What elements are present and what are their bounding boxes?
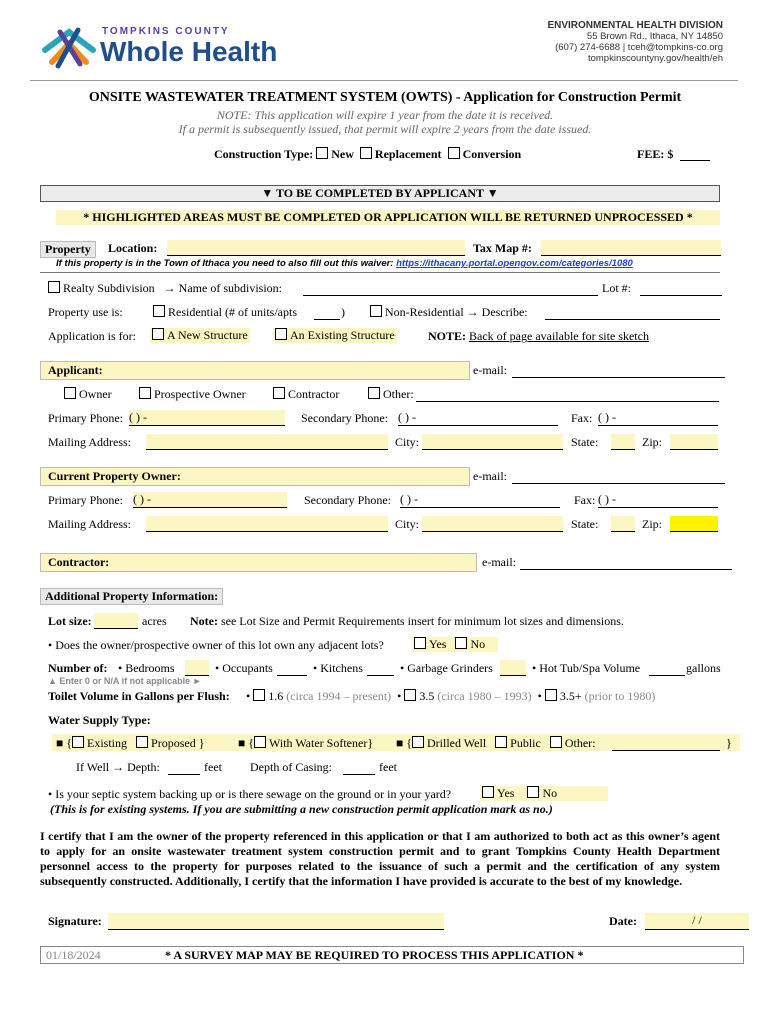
water-proposed-checkbox[interactable] [136,736,148,748]
applicant-contractor-label: Contractor [288,387,340,401]
bedrooms-label: • Bedrooms [118,661,175,675]
septic-answers [480,786,608,801]
water-softener-label: With Water Softener} [269,736,374,750]
applicant-email-field[interactable] [512,377,725,378]
applicant-section: Applicant: [48,363,103,377]
owner-zip-field[interactable] [670,516,718,532]
location-label: Location: [108,241,158,255]
water-other-checkbox[interactable] [550,736,562,748]
well-depth-field[interactable] [168,774,200,775]
taxmap-field[interactable] [541,240,721,256]
describe-field[interactable] [545,319,720,320]
owner-secondary-label: Secondary Phone: [304,493,391,507]
water-softener-checkbox[interactable] [254,736,266,748]
bedrooms-field[interactable] [185,660,209,676]
toilet-options: • 1.6 (circa 1994 – present) • 3.5 (circa 1980 – 1993) • 3.5+ (prior to 1980) [246,689,656,703]
septic-yes-checkbox[interactable] [482,786,494,798]
applicant-prospective-label: Prospective Owner [154,387,246,401]
applicant-secondary-field[interactable]: ( ) - [398,410,558,426]
adjacent-yes-label: Yes [429,637,447,651]
grinders-field[interactable] [500,660,526,676]
taxmap-label: Tax Map #: [473,241,532,255]
contractor-section: Contractor: [48,555,110,569]
applicant-name-field[interactable] [40,361,470,380]
use-label: Property use is: [48,305,123,319]
toilet-35plus-label: 3.5+ [559,689,582,703]
owner-fax-label: Fax: [574,493,596,507]
subdivision-label: → Name of subdivision: [163,281,282,295]
applicant-other-label: Other: [383,387,414,401]
owner-primary-label: Primary Phone: [48,493,123,507]
water-supply-label: Water Supply Type: [48,713,151,727]
public-label: Public [510,736,541,750]
toilet-16-note: (circa 1994 – present) [286,689,392,703]
construction-type [214,147,521,162]
construction-type-label: Construction Type: [214,147,314,161]
water-existing-checkbox[interactable] [72,736,84,748]
header-divider [30,80,738,81]
lot-label: Lot #: [602,281,631,295]
sketch-note-text: Back of page available for site sketch [469,329,649,343]
fee-label: FEE: $ [637,147,674,161]
contractor-email-label: e-mail: [482,555,516,569]
new-structure-option[interactable] [150,328,250,343]
applicant-type-row [64,387,112,402]
applicant-email-label: e-mail: [473,363,507,377]
construction-replacement-checkbox[interactable] [360,147,372,159]
adjacent-answers [412,637,498,652]
owner-email-field[interactable] [512,483,725,484]
well-depth-label: If Well → Depth: [76,760,160,774]
fee-field[interactable] [680,160,710,161]
construction-new-label: New [331,147,354,161]
grinders-label: • Garbage Grinders [400,661,493,675]
division-website: tompkinscountyny.gov/health/eh [587,53,723,64]
applicant-primary-label: Primary Phone: [48,411,123,425]
drilled-well-checkbox[interactable] [412,736,424,748]
expire-note-2: If a permit is subsequently issued, that permit will expire 2 years from the date issued. [178,122,592,136]
residential-label: Residential (# of units/apts [168,305,297,319]
date-label: Date: [609,914,637,928]
construction-new-checkbox[interactable] [316,147,328,159]
waiver-notice [56,258,633,269]
nonres-row [370,305,528,320]
logo-name: Whole Health [100,36,278,67]
casing-field[interactable] [343,774,375,775]
signature-label: Signature: [48,914,102,928]
waiver-link[interactable]: https://ithacany.portal.opengov.com/categories/1080 [396,258,633,269]
new-structure-checkbox[interactable] [152,328,164,340]
applicant-mailing-label: Mailing Address: [48,435,131,449]
applicant-owner-checkbox[interactable] [64,387,76,399]
owner-email-label: e-mail: [473,469,507,483]
units-field[interactable] [314,319,340,320]
public-checkbox[interactable] [495,736,507,748]
toilet-label: Toilet Volume in Gallons per Flush: [48,689,230,703]
applicant-fax-label: Fax: [571,411,593,425]
kitchens-field[interactable] [367,675,394,676]
number-of-label: Number of: [48,661,108,675]
realty-label: Realty Subdivision [63,281,155,295]
owner-state-label: State: [571,517,599,531]
prospective-option [139,387,246,402]
applicant-city-field[interactable] [422,434,563,450]
signature-field[interactable] [108,913,444,930]
hottub-label: • Hot Tub/Spa Volume [532,661,641,675]
residential-close: ) [341,305,345,319]
toilet-35plus-checkbox[interactable] [545,689,557,701]
septic-no-checkbox[interactable] [527,786,539,798]
enter-hint: ▲ Enter 0 or N/A if not applicable ► [48,676,202,686]
lot-size-label: Lot size: [48,614,92,628]
waiver-underline [40,272,720,273]
expire-note-1: NOTE: This application will expire 1 year from the date it is received. [216,108,554,122]
owner-fax-field[interactable]: ( ) - [598,492,718,508]
applicant-other-field[interactable] [416,401,719,402]
lot-field[interactable] [640,295,722,296]
location-field[interactable] [167,240,465,256]
toilet-16-label: 1.6 [268,689,284,703]
applicant-state-label: State: [571,435,599,449]
kitchens-label: • Kitchens [313,661,363,675]
source-group: ■ { Drilled Well Public Other: [396,736,596,750]
septic-note: (This is for existing systems. If you are submitting a new construction permit application mark as no.) [50,802,553,816]
toilet-35plus-note: (prior to 1980) [584,689,656,703]
existing-structure-option[interactable] [273,328,397,343]
construction-replacement-label: Replacement [374,147,442,161]
nonres-label: Non-Residential → Describe: [385,305,528,319]
softener-group: ■ { With Water Softener} [238,736,374,750]
acres-label: acres [142,614,167,628]
contractor-option [273,387,339,402]
construction-conversion-checkbox[interactable] [448,147,460,159]
sketch-note [428,329,649,344]
gallons-label: gallons [686,661,721,675]
lot-note-text: see Lot Size and Permit Requirements insert for minimum lot sizes and dimensions. [220,614,624,628]
toilet-35-checkbox[interactable] [404,689,416,701]
owner-city-label: City: [395,517,420,531]
applicant-banner: ▼ TO BE COMPLETED BY APPLICANT ▼ [40,185,720,202]
owner-secondary-field[interactable]: ( ) - [400,492,560,508]
occupants-field[interactable] [277,675,307,676]
division-address: 55 Brown Rd., Ithaca, NY 14850 [586,31,723,42]
sketch-note-label: NOTE: [428,329,467,343]
applicant-other-checkbox[interactable] [368,387,380,399]
owner-state-field[interactable] [611,516,635,532]
water-close-brace: } [726,736,732,750]
logo-mark-icon [40,22,98,72]
applicant-prospective-checkbox[interactable] [139,387,151,399]
owner-mailing-label: Mailing Address: [48,517,131,531]
septic-yes-label: Yes [497,786,515,800]
occupants-label: • Occupants [215,661,273,675]
applicant-contractor-checkbox[interactable] [273,387,285,399]
adjacent-question: • Does the owner/prospective owner of this lot own any adjacent lots? [48,638,384,652]
casing-feet-label: feet [379,760,397,774]
app-for-label: Application is for: [48,329,136,343]
lot-note-label: Note: [190,614,218,628]
property-section: Property [40,241,96,258]
realty-subdivision-checkbox[interactable] [48,281,60,293]
applicant-secondary-label: Secondary Phone: [301,411,388,425]
owner-primary-field[interactable]: ( ) - [133,492,287,508]
owner-city-field[interactable] [422,516,563,532]
hottub-field[interactable] [649,675,685,676]
toilet-35-note: (circa 1980 – 1993) [437,689,532,703]
date-field[interactable]: / / [645,913,749,930]
additional-section: Additional Property Information: [40,588,223,605]
well-feet-label: feet [204,760,222,774]
residential-row [153,305,297,320]
water-proposed-label: Proposed [151,736,196,750]
water-existing-group: ■ { Existing Proposed } [56,736,205,750]
division-block [518,20,723,64]
construction-conversion-label: Conversion [462,147,522,161]
lot-note [190,614,624,629]
drilled-well-label: Drilled Well [427,736,487,750]
adjacent-yes-checkbox[interactable] [414,637,426,649]
applicant-zip-label: Zip: [642,435,662,449]
division-name: ENVIRONMENTAL HEALTH DIVISION [547,20,723,31]
residential-checkbox[interactable] [153,305,165,317]
applicant-mailing-field[interactable] [146,434,388,450]
toilet-16-checkbox[interactable] [253,689,265,701]
page-title: ONSITE WASTEWATER TREATMENT SYSTEM (OWTS) - Application for Construction Permit [88,90,682,105]
applicant-state-field[interactable] [611,434,635,450]
existing-structure-checkbox[interactable] [275,328,287,340]
water-other-label: Other: [564,736,596,750]
adjacent-no-label: No [470,637,486,651]
applicant-fax-field[interactable]: ( ) - [598,410,718,426]
lot-size-field[interactable] [94,613,138,629]
waiver-text: If this property is in the Town of Ithaca you need to also fill out this waiver: [56,258,394,269]
water-existing-label: Existing [87,736,128,750]
applicant-primary-field[interactable]: ( ) - [129,410,285,426]
septic-no-label: No [542,786,558,800]
owner-mailing-field[interactable] [146,516,388,532]
owner-zip-label: Zip: [642,517,662,531]
footer-date: 01/18/2024 [46,948,101,962]
nonresidential-checkbox[interactable] [370,305,382,317]
water-other-field[interactable] [612,750,720,751]
footer-note: * A SURVEY MAP MAY BE REQUIRED TO PROCESS THIS APPLICATION * [165,948,584,962]
applicant-city-label: City: [395,435,420,449]
existing-structure-label: An Existing Structure [290,328,395,342]
realty-row [48,281,282,296]
applicant-zip-field[interactable] [670,434,718,450]
contractor-email-field[interactable] [520,569,732,570]
applicant-owner-label: Owner [79,387,112,401]
division-contact: (607) 274-6688 | tceh@tompkins-co.org [555,42,723,53]
septic-question: • Is your septic system backing up or is there sewage on the ground or in your yard? [48,787,452,801]
highlight-notice: * HIGHLIGHTED AREAS MUST BE COMPLETED OR APPLICATION WILL BE RETURNED UNPROCESSED * [56,210,720,225]
logo-county: TOMPKINS COUNTY [102,26,230,37]
casing-label: Depth of Casing: [250,760,332,774]
toilet-35-label: 3.5 [419,689,435,703]
owner-section: Current Property Owner: [48,469,181,483]
subdivision-field[interactable] [303,295,598,296]
logo [40,22,310,72]
other-option [368,387,414,402]
adjacent-no-checkbox[interactable] [455,637,467,649]
certification-text: I certify that I am the owner of the property referenced in this application or that I am authorized to both act as this owner’s agent to apply for an onsite wastewater treatment system construction permit and to grant Tompkins County Health Department personnel access to the property for purposes related to the issuance of such a permit and the certification of any system subsequently constructed. Additionally, I certify that the information I have provided is accurate to the best of my knowledge. [40,829,720,888]
new-structure-label: A New Structure [167,328,248,342]
